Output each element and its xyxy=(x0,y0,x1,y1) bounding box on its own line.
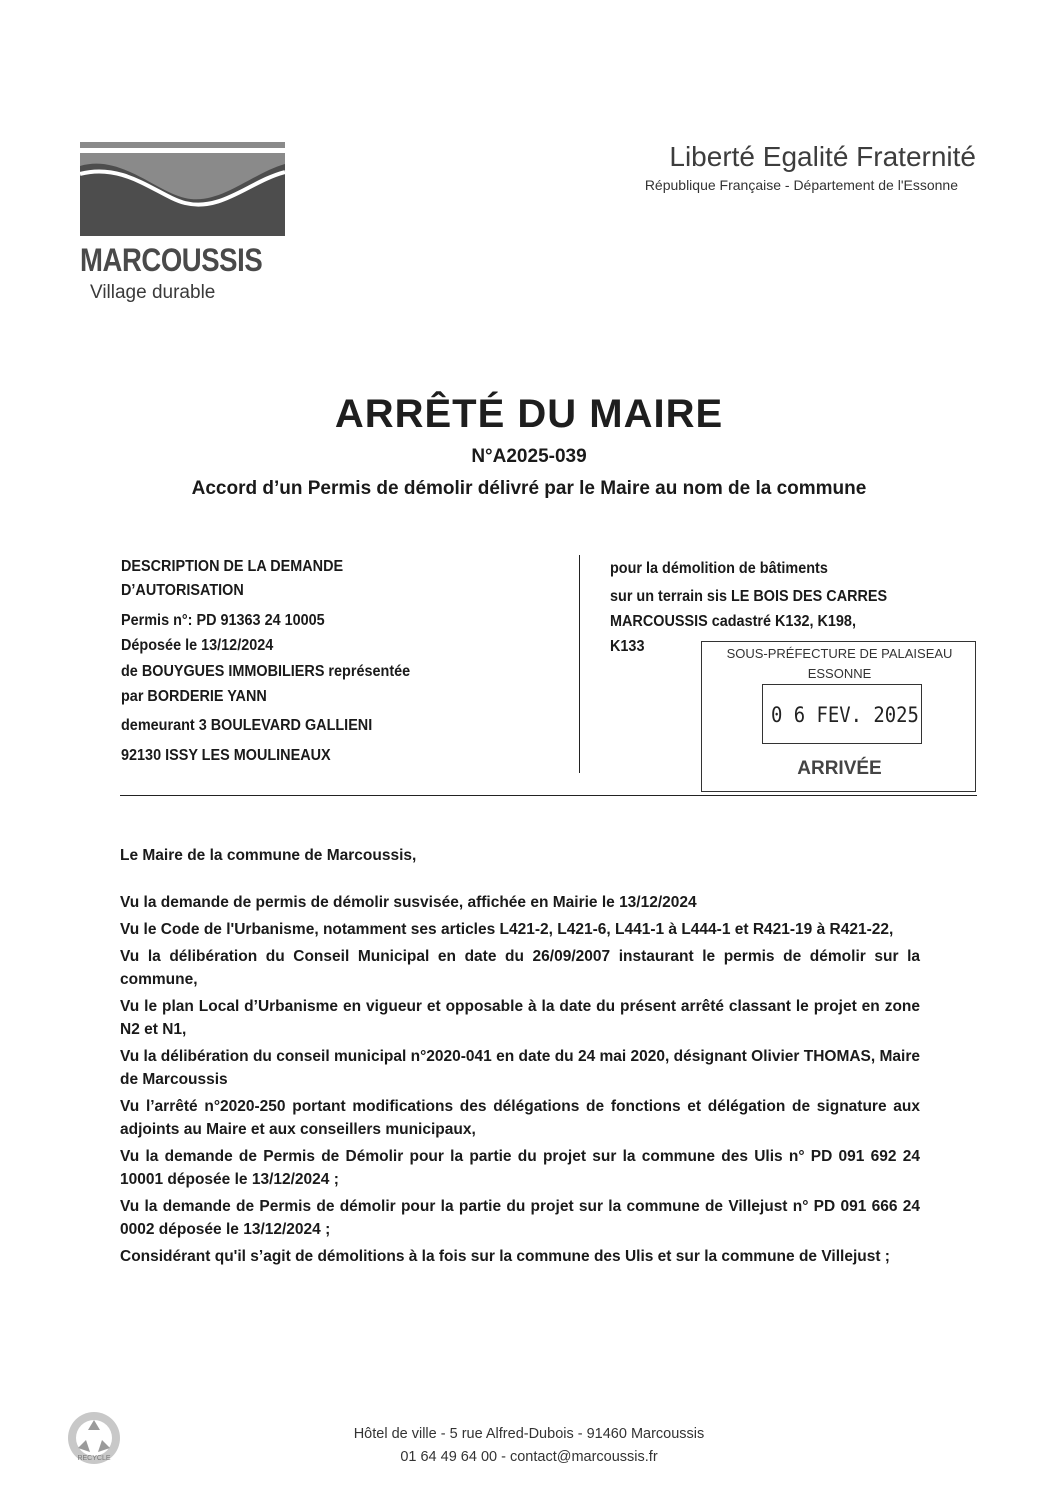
stamp-department: ESSONNE xyxy=(807,666,872,681)
logo-name: MARCOUSSIS xyxy=(80,242,263,278)
recital-5: Vu la délibération du conseil municipal n°2020-041 en date du 24 mai 2020, désignant Olivier THOMAS, Maire de Marcoussis xyxy=(120,1047,920,1088)
project-line-4: K133 xyxy=(610,638,645,655)
deposit-date: Déposée le 13/12/2024 xyxy=(121,637,274,654)
logo-wave-icon xyxy=(80,136,285,246)
column-divider xyxy=(579,555,580,773)
address-line-2: 92130 ISSY LES MOULINEAUX xyxy=(121,747,331,764)
stamp-date: 0 6 FEV. 2025 xyxy=(771,703,919,727)
reception-stamp xyxy=(701,641,976,792)
stamp-date-box xyxy=(762,684,922,744)
stamp-prefecture: SOUS-PRÉFECTURE DE PALAISEAU xyxy=(726,646,953,661)
recital-2: Vu le Code de l'Urbanisme, notamment ses articles L421-2, L421-6, L441-1 à L444-1 et R421-19 à R421-22, xyxy=(120,921,894,938)
recital-7: Vu la demande de Permis de Démolir pour la partie du projet sur la commune des Ulis n° PD 091 692 24 10001 déposée le 13/12/2024 ; xyxy=(120,1147,920,1188)
project-line-2: sur un terrain sis LE BOIS DES CARRES xyxy=(610,588,888,605)
decree-number: N°A2025-039 xyxy=(471,446,587,467)
republic-motto: Liberté Egalité Fraternité xyxy=(669,141,976,172)
document-subtitle: Accord d’un Permis de démolir délivré par le Maire au nom de la commune xyxy=(191,478,867,499)
permit-number: Permis n°: PD 91363 24 10005 xyxy=(121,612,325,629)
recital-4: Vu le plan Local d’Urbanisme en vigueur et opposable à la date du présent arrêté classant le projet en zone N2 et N1, xyxy=(120,997,920,1038)
footer-contact: 01 64 49 64 00 - contact@marcoussis.fr xyxy=(400,1449,658,1465)
description-heading-1: DESCRIPTION DE LA DEMANDE xyxy=(121,558,344,575)
recycle-label: RECYCLE xyxy=(77,1455,111,1462)
logo-tagline: Village durable xyxy=(90,282,216,303)
decree-body xyxy=(120,844,920,1268)
project-line-1: pour la démolition de bâtiments xyxy=(610,560,828,577)
recital-3: Vu la délibération du Conseil Municipal en date du 26/09/2007 instaurant le permis de démolir sur la commune, xyxy=(120,947,920,988)
section-divider xyxy=(120,795,977,796)
stamp-status: ARRIVÉE xyxy=(797,758,882,779)
recital-8: Vu la demande de Permis de démolir pour la partie du projet sur la commune de Villejust n° PD 091 666 24 0002 déposée le 13/12/2024 ; xyxy=(120,1197,920,1238)
address-line-1: demeurant 3 BOULEVARD GALLIENI xyxy=(121,717,373,734)
marcoussis-logo xyxy=(80,136,285,304)
recital-1: Vu la demande de permis de démolir susvisée, affichée en Mairie le 13/12/2024 xyxy=(120,893,697,911)
description-heading-2: D’AUTORISATION xyxy=(121,582,244,599)
project-line-3: MARCOUSSIS cadastré K132, K198, xyxy=(610,613,856,630)
body-intro: Le Maire de la commune de Marcoussis, xyxy=(120,847,417,864)
recital-9: Considérant qu'il s’agit de démolitions à la fois sur la commune des Ulis et sur la commune de Villejust ; xyxy=(120,1247,890,1265)
applicant-line-1: de BOUYGUES IMMOBILIERS représentée xyxy=(121,663,411,680)
applicant-line-2: par BORDERIE YANN xyxy=(121,688,267,705)
recital-6: Vu l’arrêté n°2020-250 portant modifications des délégations de fonctions et délégation de signature aux adjoints au Maire et aux conseillers municipaux, xyxy=(120,1097,920,1138)
document-title: ARRÊTÉ DU MAIRE xyxy=(334,392,724,436)
department-line: République Française - Département de l'Essonne xyxy=(644,177,958,193)
footer-address: Hôtel de ville - 5 rue Alfred-Dubois - 91460 Marcoussis xyxy=(353,1426,705,1442)
